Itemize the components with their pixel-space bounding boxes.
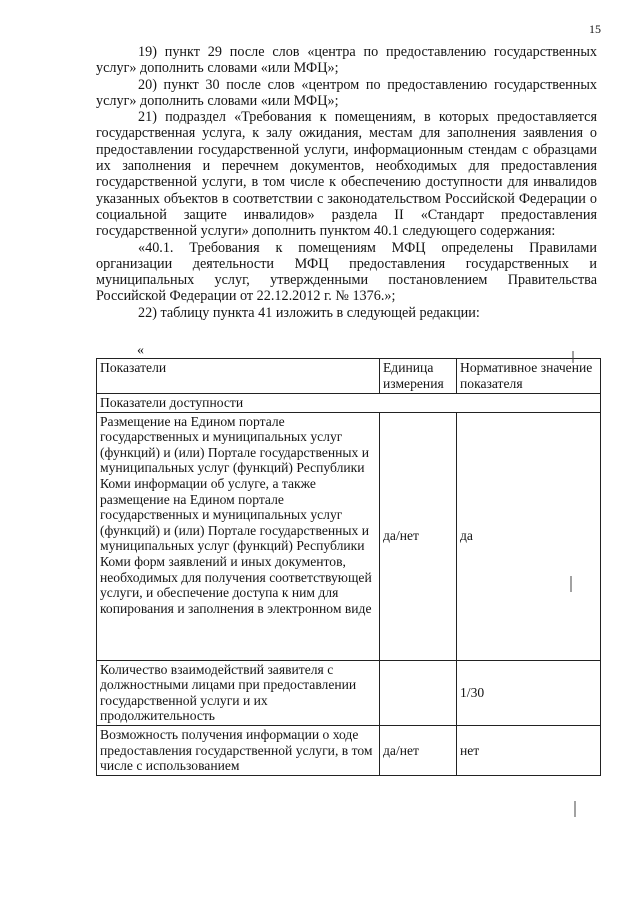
value-cell: да [457, 412, 601, 660]
scan-mark-icon [572, 800, 578, 818]
header-unit: Единица измерения [380, 359, 457, 394]
indicator-cell: Размещение на Едином портале государственных и муниципальных услуг (функций) и (или) Портале государственных и муниципальных услуг (функций) Республики Коми информации об услуге, а также размещение на Едином портале государственных и муниципальных услуг (функций) и (или) Портале государственных и муниципальных услуг (функций) Республики Коми форм заявлений и иных документов, необходимых для получения соответствующей услуги, и обеспечение доступа к ним для копирования и заполнения в электронном виде [97, 412, 380, 660]
paragraph-item-20: 20) пункт 30 после слов «центром по предоставлению государственных услуг» дополнить словами «или МФЦ»; [96, 76, 597, 109]
scan-mark-icon [570, 350, 576, 364]
indicators-table [96, 358, 601, 776]
paragraph-item-21: 21) подраздел «Требования к помещениям, в которых предоставляется государственная услуга, к залу ожидания, местам для заполнения заявления о предоставлении государственной услуги, информационным стендам с образцами их заполнения и перечнем документов, необходимых для предоставления государственной услуги, в том числе к обеспечению доступности для инвалидов указанных объектов в соответствии с законодательством Российской Федерации о социальной защите инвалидов» раздела II «Стандарт предоставления государственной услуги» дополнить пунктом 40.1 следующего содержания: [96, 109, 597, 240]
header-normative-value: Нормативное значение показателя [457, 359, 601, 394]
table-row [97, 660, 601, 725]
table-header-row [97, 359, 601, 394]
paragraph-point-40-1: «40.1. Требования к помещениям МФЦ определены Правилами организации деятельности МФЦ предоставления государственных и муниципальных услуг, утвержденными постановлением Правительства Российской Федерации от 22.12.2012 г. № 1376.»; [96, 239, 597, 305]
table-section-row [97, 394, 601, 413]
paragraph-item-22: 22) таблицу пункта 41 изложить в следующей редакции: [138, 304, 480, 321]
table-row [97, 725, 601, 775]
header-indicators: Показатели [97, 359, 380, 394]
value-cell: 1/30 [457, 660, 601, 725]
page-number: 15 [589, 22, 601, 36]
indicator-cell: Возможность получения информации о ходе предоставления государственной услуги, в том числе с использованием [97, 725, 380, 775]
section-title: Показатели доступности [97, 394, 601, 413]
indicator-cell: Количество взаимодействий заявителя с должностными лицами при предоставлении государственной услуги и их продолжительность [97, 660, 380, 725]
value-cell: нет [457, 725, 601, 775]
table-open-quote: « [137, 343, 144, 358]
table-row [97, 412, 601, 660]
document-body [96, 44, 597, 321]
unit-cell: да/нет [380, 412, 457, 660]
unit-cell: да/нет [380, 725, 457, 775]
unit-cell [380, 660, 457, 725]
scan-mark-icon [568, 575, 574, 593]
paragraph-item-19: 19) пункт 29 после слов «центра по предоставлению государственных услуг» дополнить словами «или МФЦ»; [96, 44, 597, 77]
